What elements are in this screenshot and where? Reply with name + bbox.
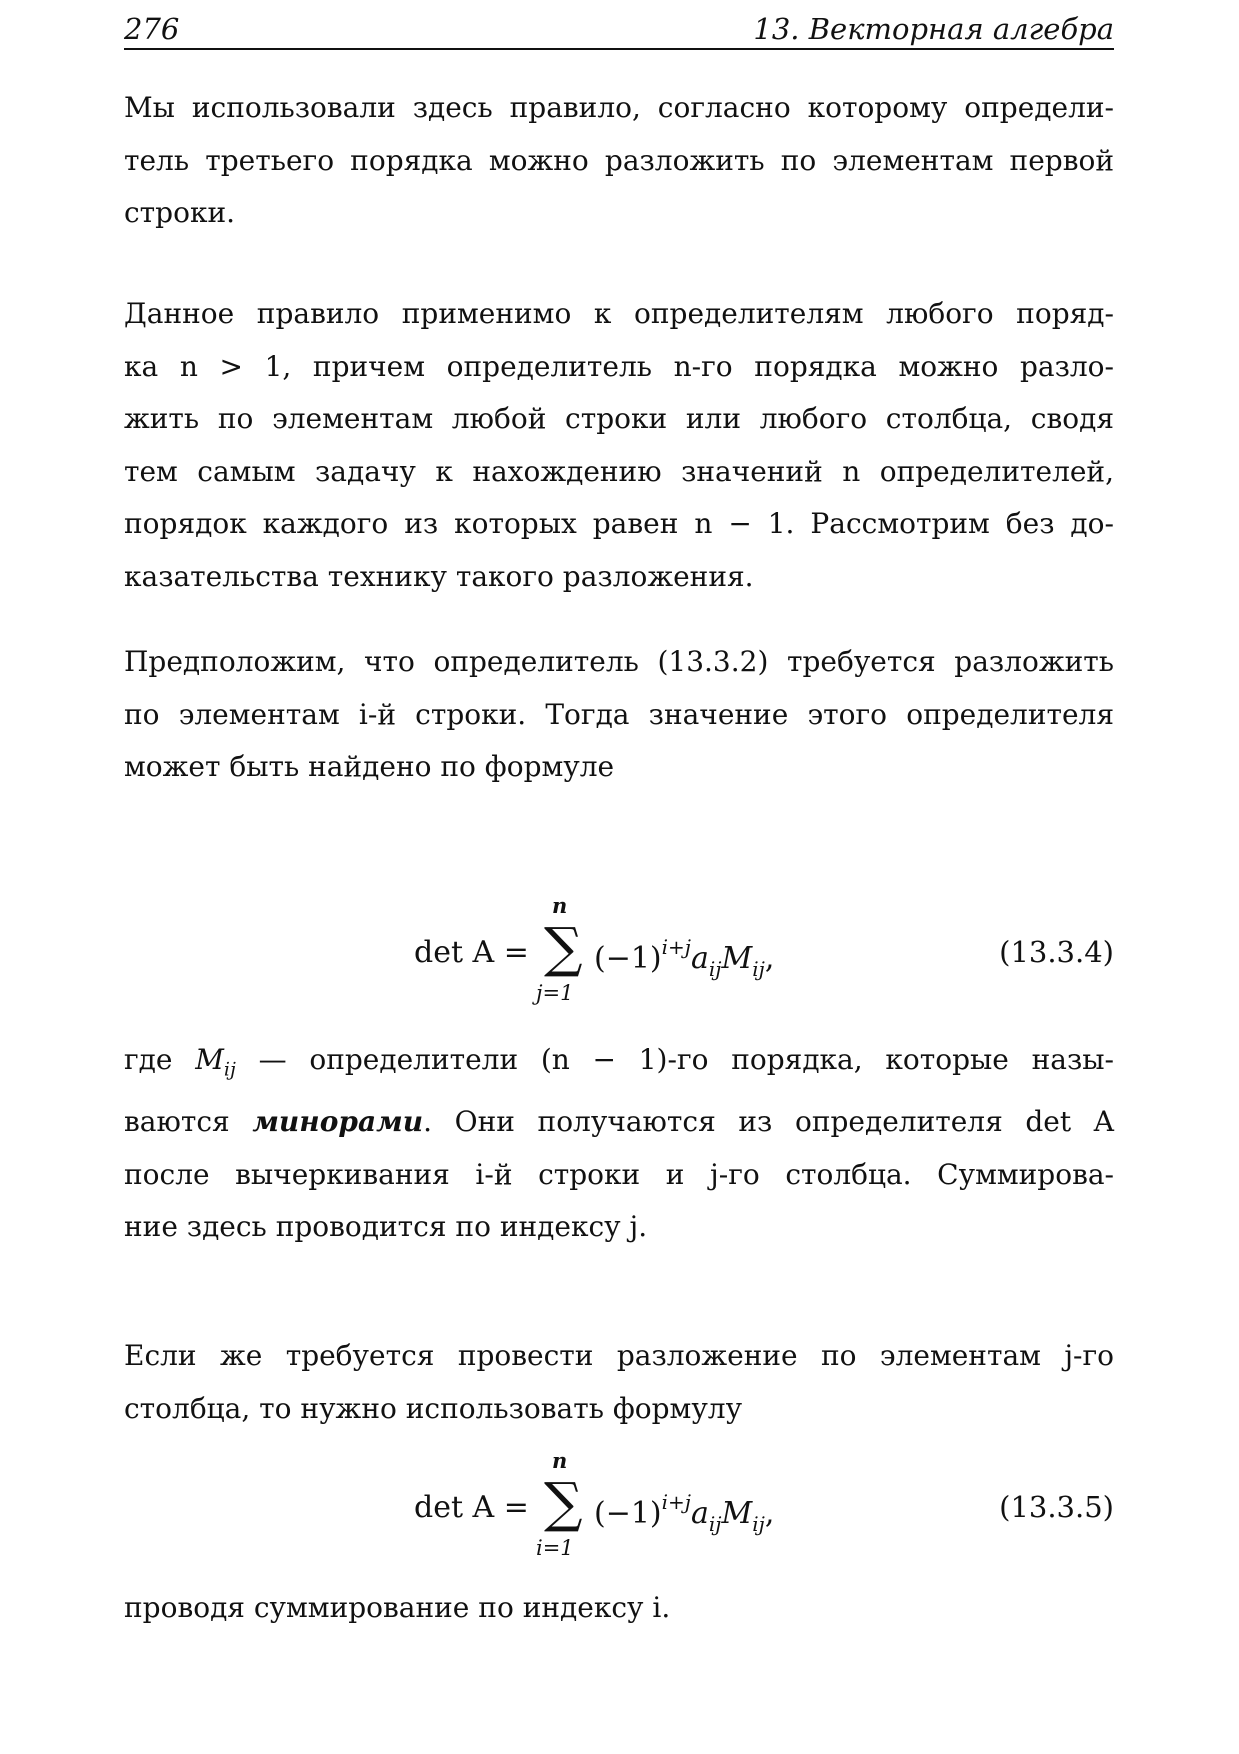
paragraph-1 — [124, 82, 1114, 240]
text-line: тем самым задачу к нахождению значений n определителей, — [124, 454, 1114, 488]
text-line: по элементам i-й строки. Тогда значение этого определителя — [124, 697, 1114, 731]
text-line: строки. — [124, 196, 236, 229]
sigma-symbol: ∑ — [544, 916, 583, 979]
text-line: где $M_{ij}$ — определители (n − 1)-го порядка, которые назы- — [124, 1043, 1114, 1081]
text-line: порядок каждого из которых равен n − 1. Рассмотрим без до- — [124, 507, 1114, 540]
formula-lhs: det A = — [414, 935, 529, 970]
text-line: столбца, то нужно использовать формулу — [124, 1391, 743, 1425]
formula-rhs: $(-1)^{i+j}a_{ij}M_{ij}$, — [594, 935, 775, 981]
paragraph-4 — [124, 1034, 1114, 1254]
text-line: Предположим, что определитель (13.3.2) требуется разложить — [124, 645, 1114, 678]
formula-rhs: $(-1)^{i+j}a_{ij}M_{ij}$, — [594, 1490, 775, 1536]
sum-upper-limit: n — [552, 893, 568, 918]
text-line: Данное правило применимо к определителям любого поряд- — [124, 297, 1114, 330]
formula-lhs: det A = — [414, 1490, 529, 1525]
text-line: ние здесь проводится по индексу j. — [124, 1210, 648, 1244]
equation-number: (13.3.4) — [999, 935, 1114, 969]
text-line: жить по элементам любой строки или любого столбца, сводя — [124, 402, 1114, 435]
text-line: казательства технику такого разложения. — [124, 559, 754, 593]
text-line: после вычеркивания i-й строки и j-го столбца. Суммирова- — [124, 1157, 1114, 1191]
sum-lower-limit: i=1 — [536, 1536, 574, 1560]
text-line: ка n > 1, причем определитель n-го порядка можно разло- — [124, 349, 1114, 383]
term-minors: минорами — [252, 1105, 424, 1139]
text-line: Мы использовали здесь правило, согласно которому определи- — [124, 91, 1114, 124]
chapter-title: 13. Векторная алгебра — [753, 12, 1114, 46]
formula-13-3-4 — [124, 893, 1114, 1013]
text-line: тель третьего порядка можно разложить по элементам первой — [124, 143, 1114, 177]
text-line: ваются минорами. Они получаются из определителя det A — [124, 1105, 1114, 1139]
sum-upper-limit: n — [552, 1448, 568, 1473]
paragraph-5 — [124, 1330, 1114, 1435]
paragraph-6 — [124, 1582, 1114, 1635]
page-number: 276 — [124, 12, 180, 46]
sigma-symbol: ∑ — [544, 1471, 583, 1534]
formula-13-3-5 — [124, 1448, 1114, 1568]
running-header — [124, 4, 1114, 50]
equation-number: (13.3.5) — [999, 1490, 1114, 1524]
paragraph-3 — [124, 636, 1114, 794]
text-line: Если же требуется провести разложение по элементам j-го — [124, 1339, 1114, 1372]
text-line: проводя суммирование по индексу i. — [124, 1591, 671, 1624]
paragraph-2 — [124, 288, 1114, 603]
sum-lower-limit: j=1 — [536, 981, 574, 1005]
text-line: может быть найдено по формуле — [124, 750, 615, 783]
